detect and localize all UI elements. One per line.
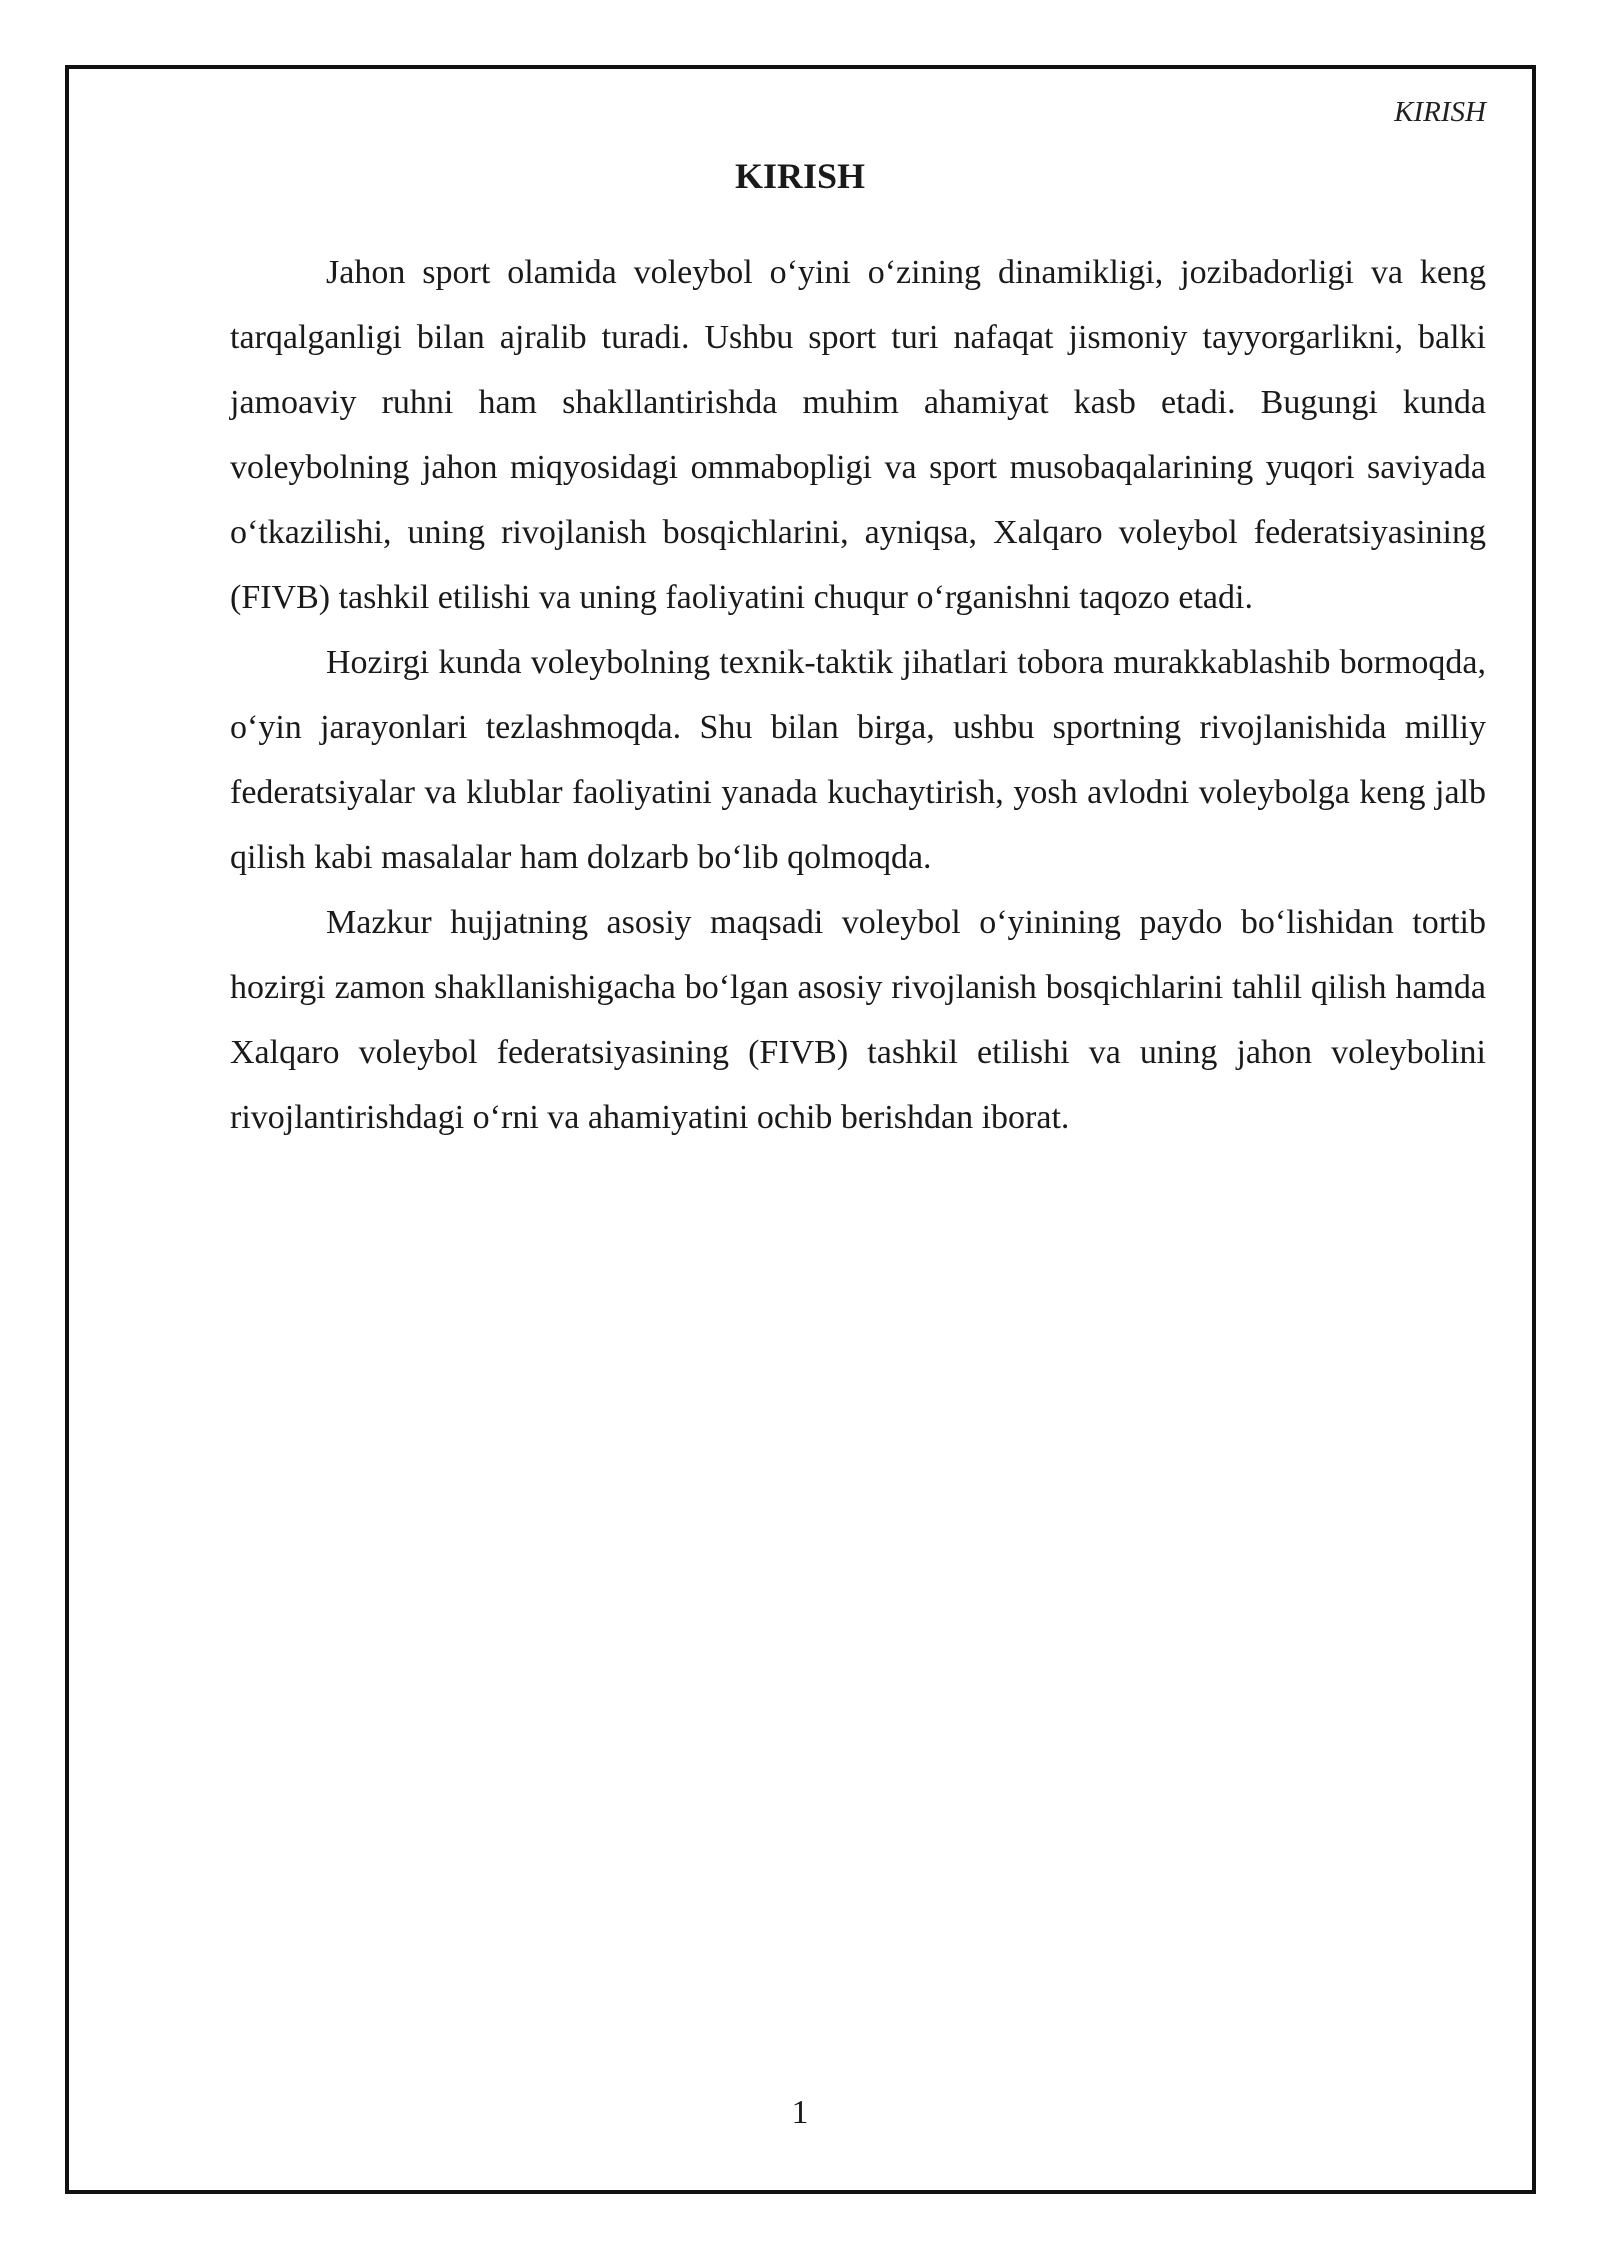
page-number: 1 (791, 2094, 809, 2131)
running-header: KIRISH (1394, 96, 1486, 128)
paragraph-2: Hozirgi kunda voleybolning texnik-taktik jihatlari tobora murakkablashib bormoqda, o‘yin jarayonlari tezlashmoqda. Shu bilan birga, ushbu sportning rivojlanishida milliy federatsiyalar va klublar faoliyatini yanada kuchaytirish, yosh avlodni voleybolga keng jalb qilish kabi masalalar ham dolzarb bo‘lib qolmoqda. (230, 644, 1486, 876)
body-text (230, 240, 1486, 1150)
page-title: KIRISH (734, 156, 866, 196)
paragraph-3: Mazkur hujjatning asosiy maqsadi voleybol o‘yinining paydo bo‘lishidan tortib hozirgi zamon shakllanishigacha bo‘lgan asosiy rivojlanish bosqichlarini tahlil qilish hamda Xalqaro voleybol federatsiyasining (FIVB) tashkil etilishi va uning jahon voleybolini rivojlantirishdagi o‘rni va ahamiyatini ochib berishdan iborat. (230, 904, 1486, 1136)
paragraph-1: Jahon sport olamida voleybol o‘yini o‘zining dinamikligi, jozibadorligi va keng tarqalganligi bilan ajralib turadi. Ushbu sport turi nafaqat jismoniy tayyorgarlikni, balki jamoaviy ruhni ham shakllantirishda muhim ahamiyat kasb etadi. Bugungi kunda voleybolning jahon miqyosidagi ommabopligi va sport musobaqalarining yuqori saviyada o‘tkazilishi, uning rivojlanish bosqichlarini, ayniqsa, Xalqaro voleybol federatsiyasining (FIVB) tashkil etilishi va uning faoliyatini chuqur o‘rganishni taqozo etadi. (230, 254, 1486, 616)
